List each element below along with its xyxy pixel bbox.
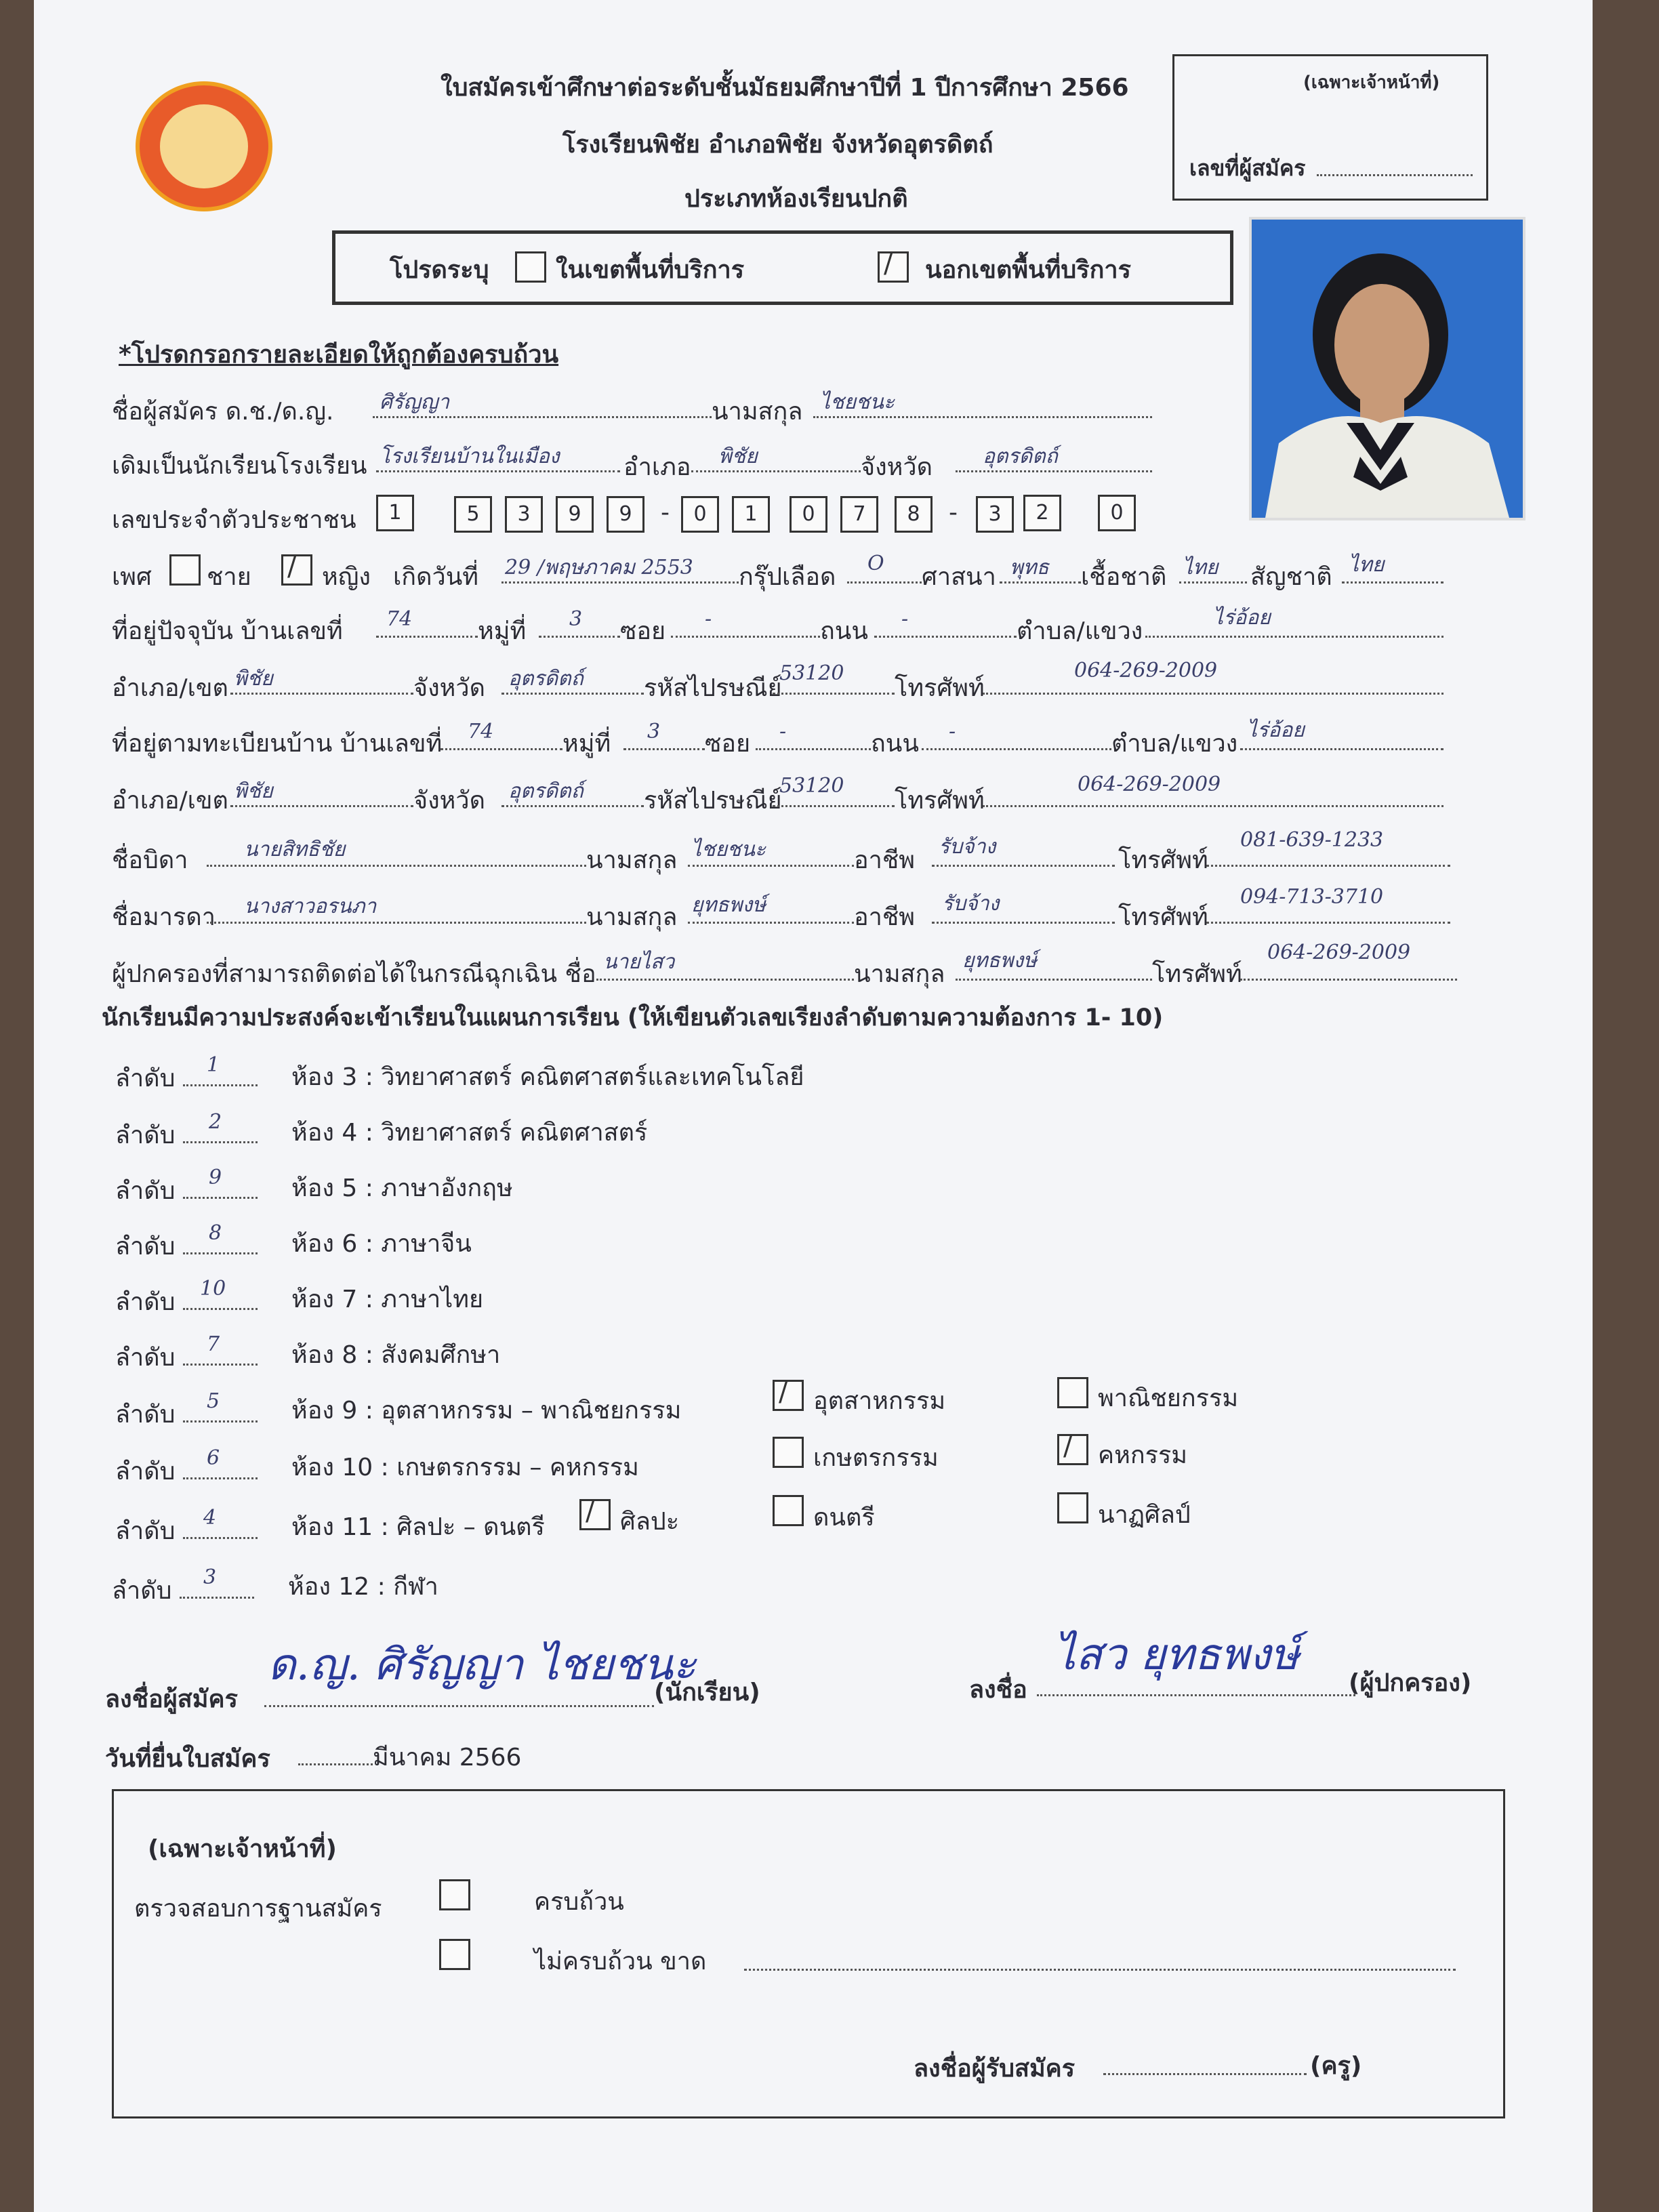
applicant-name[interactable]: ศิรัญญา bbox=[380, 390, 450, 414]
plans-heading: นักเรียนมีความประสงค์จะเข้าเรียนในแผนการเรียน (ให้เขียนตัวเลขเรียงลำดับตามความต้องการ 1- 10) bbox=[102, 1004, 1164, 1031]
subdistrict-label: ตำบล/แขวง bbox=[1111, 730, 1238, 758]
id-digit[interactable]: 2 bbox=[1023, 495, 1061, 531]
province-label: จังหวัด bbox=[413, 674, 485, 702]
area-selection bbox=[332, 230, 1233, 305]
plan-rank[interactable]: 10 bbox=[200, 1277, 226, 1300]
current-house-no[interactable]: 74 bbox=[386, 607, 413, 631]
id-digit[interactable]: 0 bbox=[681, 496, 719, 533]
plan-room: ห้อง 6 : ภาษาจีน bbox=[291, 1230, 472, 1258]
instruction: *โปรดกรอกรายละเอียดให้ถูกต้องครบถ้วน bbox=[119, 341, 559, 369]
guardian-phone[interactable]: 064-269-2009 bbox=[1267, 941, 1411, 964]
industry-checkbox[interactable]: / bbox=[773, 1380, 804, 1411]
id-digit[interactable]: 0 bbox=[1098, 495, 1136, 531]
plan-room: ห้อง 5 : ภาษาอังกฤษ bbox=[291, 1174, 513, 1202]
guardian-signature: ไสว ยุทธพงษ์ bbox=[1054, 1630, 1299, 1680]
father-label: ชื่อบิดา bbox=[112, 846, 188, 874]
guardian-name[interactable]: นายไสว bbox=[603, 950, 675, 974]
nationality[interactable]: ไทย bbox=[1349, 553, 1385, 577]
id-digit[interactable]: 8 bbox=[895, 496, 933, 533]
area-label: โปรดระบุ bbox=[390, 256, 489, 284]
submit-date[interactable]: มีนาคม 2566 bbox=[373, 1744, 522, 1771]
school-seal bbox=[136, 81, 272, 211]
current-subdistrict[interactable]: ไร่อ้อย bbox=[1213, 606, 1271, 630]
plan-rank[interactable]: 9 bbox=[209, 1166, 222, 1189]
registered-province[interactable]: อุตรดิตถ์ bbox=[508, 779, 583, 803]
order-label: ลำดับ bbox=[115, 1233, 176, 1261]
phone-label: โทรศัพท์ bbox=[1152, 960, 1242, 988]
commerce-checkbox[interactable] bbox=[1057, 1377, 1088, 1408]
outside-area-label: นอกเขตพื้นที่บริการ bbox=[925, 256, 1131, 284]
order-label: ลำดับ bbox=[115, 1065, 176, 1092]
plan-room: ห้อง 9 : อุตสาหกรรม – พาณิชยกรรม bbox=[291, 1397, 682, 1425]
applicant-surname[interactable]: ไชยชนะ bbox=[820, 390, 895, 414]
officer-title: (เฉพาะเจ้าหน้าที่) bbox=[148, 1835, 337, 1863]
father-phone[interactable]: 081-639-1233 bbox=[1240, 828, 1384, 852]
province-label: จังหวัด bbox=[413, 787, 485, 815]
current-phone[interactable]: 064-269-2009 bbox=[1074, 659, 1218, 682]
job-label: อาชีพ bbox=[854, 903, 915, 931]
phone-label: โทรศัพท์ bbox=[1118, 903, 1208, 931]
applicant-photo bbox=[1249, 217, 1525, 520]
officer-box bbox=[1172, 54, 1488, 201]
road-label: ถนน bbox=[871, 730, 920, 758]
registered-house-no[interactable]: 74 bbox=[468, 720, 494, 743]
plan-room: ห้อง 7 : ภาษาไทย bbox=[291, 1286, 484, 1313]
music-checkbox[interactable] bbox=[773, 1495, 804, 1526]
former-province-label: จังหวัด bbox=[861, 453, 933, 481]
id-label: เลขประจำตัวประชาชน bbox=[112, 506, 356, 534]
plan-room: ห้อง 12 : กีฬา bbox=[288, 1573, 438, 1601]
plan-rank[interactable]: 6 bbox=[207, 1446, 220, 1470]
former-school-label: เดิมเป็นนักเรียนโรงเรียน bbox=[112, 452, 367, 480]
inside-area-checkbox[interactable] bbox=[515, 251, 546, 283]
surname-label: นามสกุล bbox=[586, 903, 678, 931]
commerce-label: พาณิชยกรรม bbox=[1098, 1385, 1239, 1412]
id-dash: - bbox=[661, 499, 670, 527]
surname-label: นามสกุล bbox=[712, 398, 803, 426]
mother-job[interactable]: รับจ้าง bbox=[942, 892, 1000, 916]
student-label: (นักเรียน) bbox=[654, 1679, 760, 1706]
female-checkbox[interactable]: / bbox=[281, 554, 312, 586]
guardian-surname[interactable]: ยุทธพงษ์ bbox=[962, 949, 1037, 972]
id-digit[interactable]: 5 bbox=[454, 496, 492, 533]
registered-postcode[interactable]: 53120 bbox=[779, 774, 844, 798]
guardian-sign-label: ลงชื่อ bbox=[969, 1676, 1027, 1704]
postcode-label: รหัสไปรษณีย์ bbox=[644, 674, 782, 702]
guardian-role: (ผู้ปกครอง) bbox=[1349, 1669, 1472, 1697]
id-digit[interactable]: 1 bbox=[376, 495, 414, 531]
plan-room: ห้อง 4 : วิทยาศาสตร์ คณิตศาสตร์ bbox=[291, 1119, 648, 1147]
form-title: ใบสมัครเข้าศึกษาต่อระดับชั้นมัธยมศึกษาปีที่ 1 ปีการศึกษา 2566 bbox=[441, 74, 1129, 102]
road-label: ถนน bbox=[820, 617, 869, 645]
plan-rank[interactable]: 1 bbox=[207, 1053, 220, 1077]
mother-label: ชื่อมารดา bbox=[112, 903, 216, 931]
id-digit[interactable]: 3 bbox=[505, 496, 543, 533]
applicant-sign-label: ลงชื่อผู้สมัคร bbox=[105, 1685, 238, 1713]
outside-area-checkbox[interactable]: / bbox=[878, 251, 909, 283]
teacher-label: (ครู) bbox=[1310, 2052, 1362, 2080]
plan-room: ห้อง 10 : เกษตรกรรม – คหกรรม bbox=[291, 1454, 639, 1481]
mother-name[interactable]: นางสาวอรนภา bbox=[244, 895, 377, 918]
id-digit[interactable]: 9 bbox=[556, 496, 594, 533]
race[interactable]: ไทย bbox=[1183, 556, 1218, 579]
registered-address-label: ที่อยู่ตามทะเบียนบ้าน บ้านเลขที่ bbox=[112, 730, 443, 758]
officer-section bbox=[112, 1789, 1505, 2118]
phone-label: โทรศัพท์ bbox=[895, 674, 985, 702]
father-surname[interactable]: ไชยชนะ bbox=[691, 838, 766, 861]
plan-rank[interactable]: 7 bbox=[207, 1332, 220, 1356]
race-label: เชื้อชาติ bbox=[1081, 563, 1167, 591]
district-label: อำเภอ/เขต bbox=[112, 674, 228, 702]
order-label: ลำดับ bbox=[115, 1288, 176, 1316]
order-label: ลำดับ bbox=[115, 1401, 176, 1429]
nationality-label: สัญชาติ bbox=[1250, 563, 1332, 591]
guardian-label: ผู้ปกครองที่สามารถติดต่อได้ในกรณีฉุกเฉิน ชื่อ bbox=[112, 960, 596, 988]
registered-road[interactable]: - bbox=[949, 720, 956, 743]
current-road[interactable]: - bbox=[901, 607, 909, 631]
id-digit[interactable]: 7 bbox=[840, 496, 878, 533]
industry-label: อุตสาหกรรม bbox=[813, 1387, 946, 1415]
order-label: ลำดับ bbox=[115, 1517, 176, 1545]
former-district-label: อำเภอ bbox=[623, 453, 691, 481]
current-district[interactable]: พิชัย bbox=[234, 667, 273, 691]
registered-phone[interactable]: 064-269-2009 bbox=[1078, 773, 1221, 796]
postcode-label: รหัสไปรษณีย์ bbox=[644, 787, 782, 815]
date-label: วันที่ยื่นใบสมัคร bbox=[105, 1745, 270, 1773]
plan-room: ห้อง 3 : วิทยาศาสตร์ คณิตศาสตร์และเทคโนโลยี bbox=[291, 1063, 804, 1091]
complete-label: ครบถ้วน bbox=[534, 1888, 624, 1916]
current-moo[interactable]: 3 bbox=[569, 607, 583, 631]
former-school[interactable]: โรงเรียนบ้านในเมือง bbox=[380, 445, 560, 468]
incomplete-label: ไม่ครบถ้วน ขาด bbox=[534, 1948, 707, 1975]
applicant-signature: ด.ญ. ศิรัญญา ไชยชนะ bbox=[268, 1640, 697, 1690]
religion[interactable]: พุทธ bbox=[1010, 556, 1049, 579]
former-district[interactable]: พิชัย bbox=[718, 445, 758, 468]
mother-phone[interactable]: 094-713-3710 bbox=[1240, 885, 1384, 909]
school-name: โรงเรียนพิชัย อำเภอพิชัย จังหวัดอุตรดิตถ์ bbox=[562, 131, 994, 159]
plan-rank[interactable]: 2 bbox=[209, 1110, 222, 1134]
father-name[interactable]: นายสิทธิชัย bbox=[244, 838, 346, 861]
name-label: ชื่อผู้สมัคร ด.ช./ด.ญ. bbox=[112, 398, 334, 426]
music-label: ดนตรี bbox=[813, 1504, 875, 1532]
art-checkbox[interactable]: / bbox=[579, 1499, 611, 1530]
plan-rank[interactable]: 4 bbox=[203, 1506, 217, 1530]
agri-checkbox[interactable] bbox=[773, 1437, 804, 1468]
male-checkbox[interactable] bbox=[169, 554, 201, 586]
subdistrict-label: ตำบล/แขวง bbox=[1017, 617, 1143, 645]
home-econ-label: คหกรรม bbox=[1098, 1441, 1188, 1469]
incomplete-checkbox[interactable] bbox=[439, 1939, 470, 1970]
phone-label: โทรศัพท์ bbox=[895, 787, 985, 815]
phone-label: โทรศัพท์ bbox=[1118, 846, 1208, 874]
registered-soi[interactable]: - bbox=[779, 720, 787, 743]
current-address-label: ที่อยู่ปัจจุบัน บ้านเลขที่ bbox=[112, 617, 343, 645]
registered-moo[interactable]: 3 bbox=[647, 720, 661, 743]
officer-only-label: (เฉพาะเจ้าหน้าที่) bbox=[1303, 73, 1440, 93]
father-job[interactable]: รับจ้าง bbox=[939, 835, 996, 859]
order-label: ลำดับ bbox=[115, 1458, 176, 1486]
classroom-type: ประเภทห้องเรียนปกติ bbox=[684, 185, 908, 213]
inside-area-label: ในเขตพื้นที่บริการ bbox=[556, 256, 745, 284]
plan-rank[interactable]: 8 bbox=[209, 1221, 222, 1245]
district-label: อำเภอ/เขต bbox=[112, 787, 228, 815]
registered-subdistrict[interactable]: ไร่อ้อย bbox=[1247, 718, 1305, 742]
id-digit[interactable]: 9 bbox=[607, 496, 644, 533]
plan-room: ห้อง 11 : ศิลปะ – ดนตรี bbox=[291, 1513, 545, 1541]
plan-room: ห้อง 8 : สังคมศึกษา bbox=[291, 1341, 501, 1369]
birth-date[interactable]: 29 /พฤษภาคม 2553 bbox=[505, 556, 693, 579]
id-digit[interactable]: 3 bbox=[976, 496, 1014, 533]
surname-label: นามสกุล bbox=[854, 960, 945, 988]
agri-label: เกษตรกรรม bbox=[813, 1444, 939, 1472]
current-postcode[interactable]: 53120 bbox=[779, 661, 844, 685]
application-form bbox=[34, 0, 1593, 2212]
home-econ-checkbox[interactable]: / bbox=[1057, 1434, 1088, 1465]
former-province[interactable]: อุตรดิตถ์ bbox=[983, 445, 1058, 468]
moo-label: หมู่ที่ bbox=[478, 617, 527, 645]
soi-label: ซอย bbox=[620, 617, 666, 645]
sex-label: เพศ bbox=[112, 563, 152, 591]
job-label: อาชีพ bbox=[854, 846, 915, 874]
soi-label: ซอย bbox=[705, 730, 751, 758]
plan-rank[interactable]: 5 bbox=[207, 1389, 220, 1413]
order-label: ลำดับ bbox=[112, 1577, 172, 1605]
order-label: ลำดับ bbox=[115, 1344, 176, 1372]
document-check-label: ตรวจสอบการฐานสมัคร bbox=[134, 1895, 382, 1923]
current-province[interactable]: อุตรดิตถ์ bbox=[508, 667, 583, 691]
id-digit[interactable]: 0 bbox=[790, 496, 827, 533]
plan-rank[interactable]: 3 bbox=[203, 1565, 217, 1589]
current-soi[interactable]: - bbox=[705, 607, 712, 631]
religion-label: ศาสนา bbox=[922, 563, 996, 591]
complete-checkbox[interactable] bbox=[439, 1879, 470, 1910]
art-label: ศิลปะ bbox=[620, 1508, 680, 1536]
id-digit[interactable]: 1 bbox=[732, 496, 770, 533]
applicant-no-label: เลขที่ผู้สมัคร bbox=[1189, 155, 1306, 181]
dance-label: นาฏศิลป์ bbox=[1098, 1501, 1191, 1529]
order-label: ลำดับ bbox=[115, 1122, 176, 1149]
dance-checkbox[interactable] bbox=[1057, 1492, 1088, 1523]
birth-label: เกิดวันที่ bbox=[393, 563, 479, 591]
mother-surname[interactable]: ยุทธพงษ์ bbox=[691, 893, 766, 917]
surname-label: นามสกุล bbox=[586, 846, 678, 874]
order-label: ลำดับ bbox=[115, 1177, 176, 1205]
moo-label: หมู่ที่ bbox=[562, 730, 611, 758]
male-label: ชาย bbox=[207, 563, 251, 591]
registered-district[interactable]: พิชัย bbox=[234, 779, 273, 803]
blood-group[interactable]: O bbox=[867, 552, 884, 575]
receiver-sign-label: ลงชื่อผู้รับสมัคร bbox=[914, 2055, 1076, 2083]
blood-label: กรุ๊ปเลือด bbox=[739, 563, 836, 591]
id-dash: - bbox=[949, 499, 958, 527]
female-label: หญิง bbox=[322, 563, 371, 591]
